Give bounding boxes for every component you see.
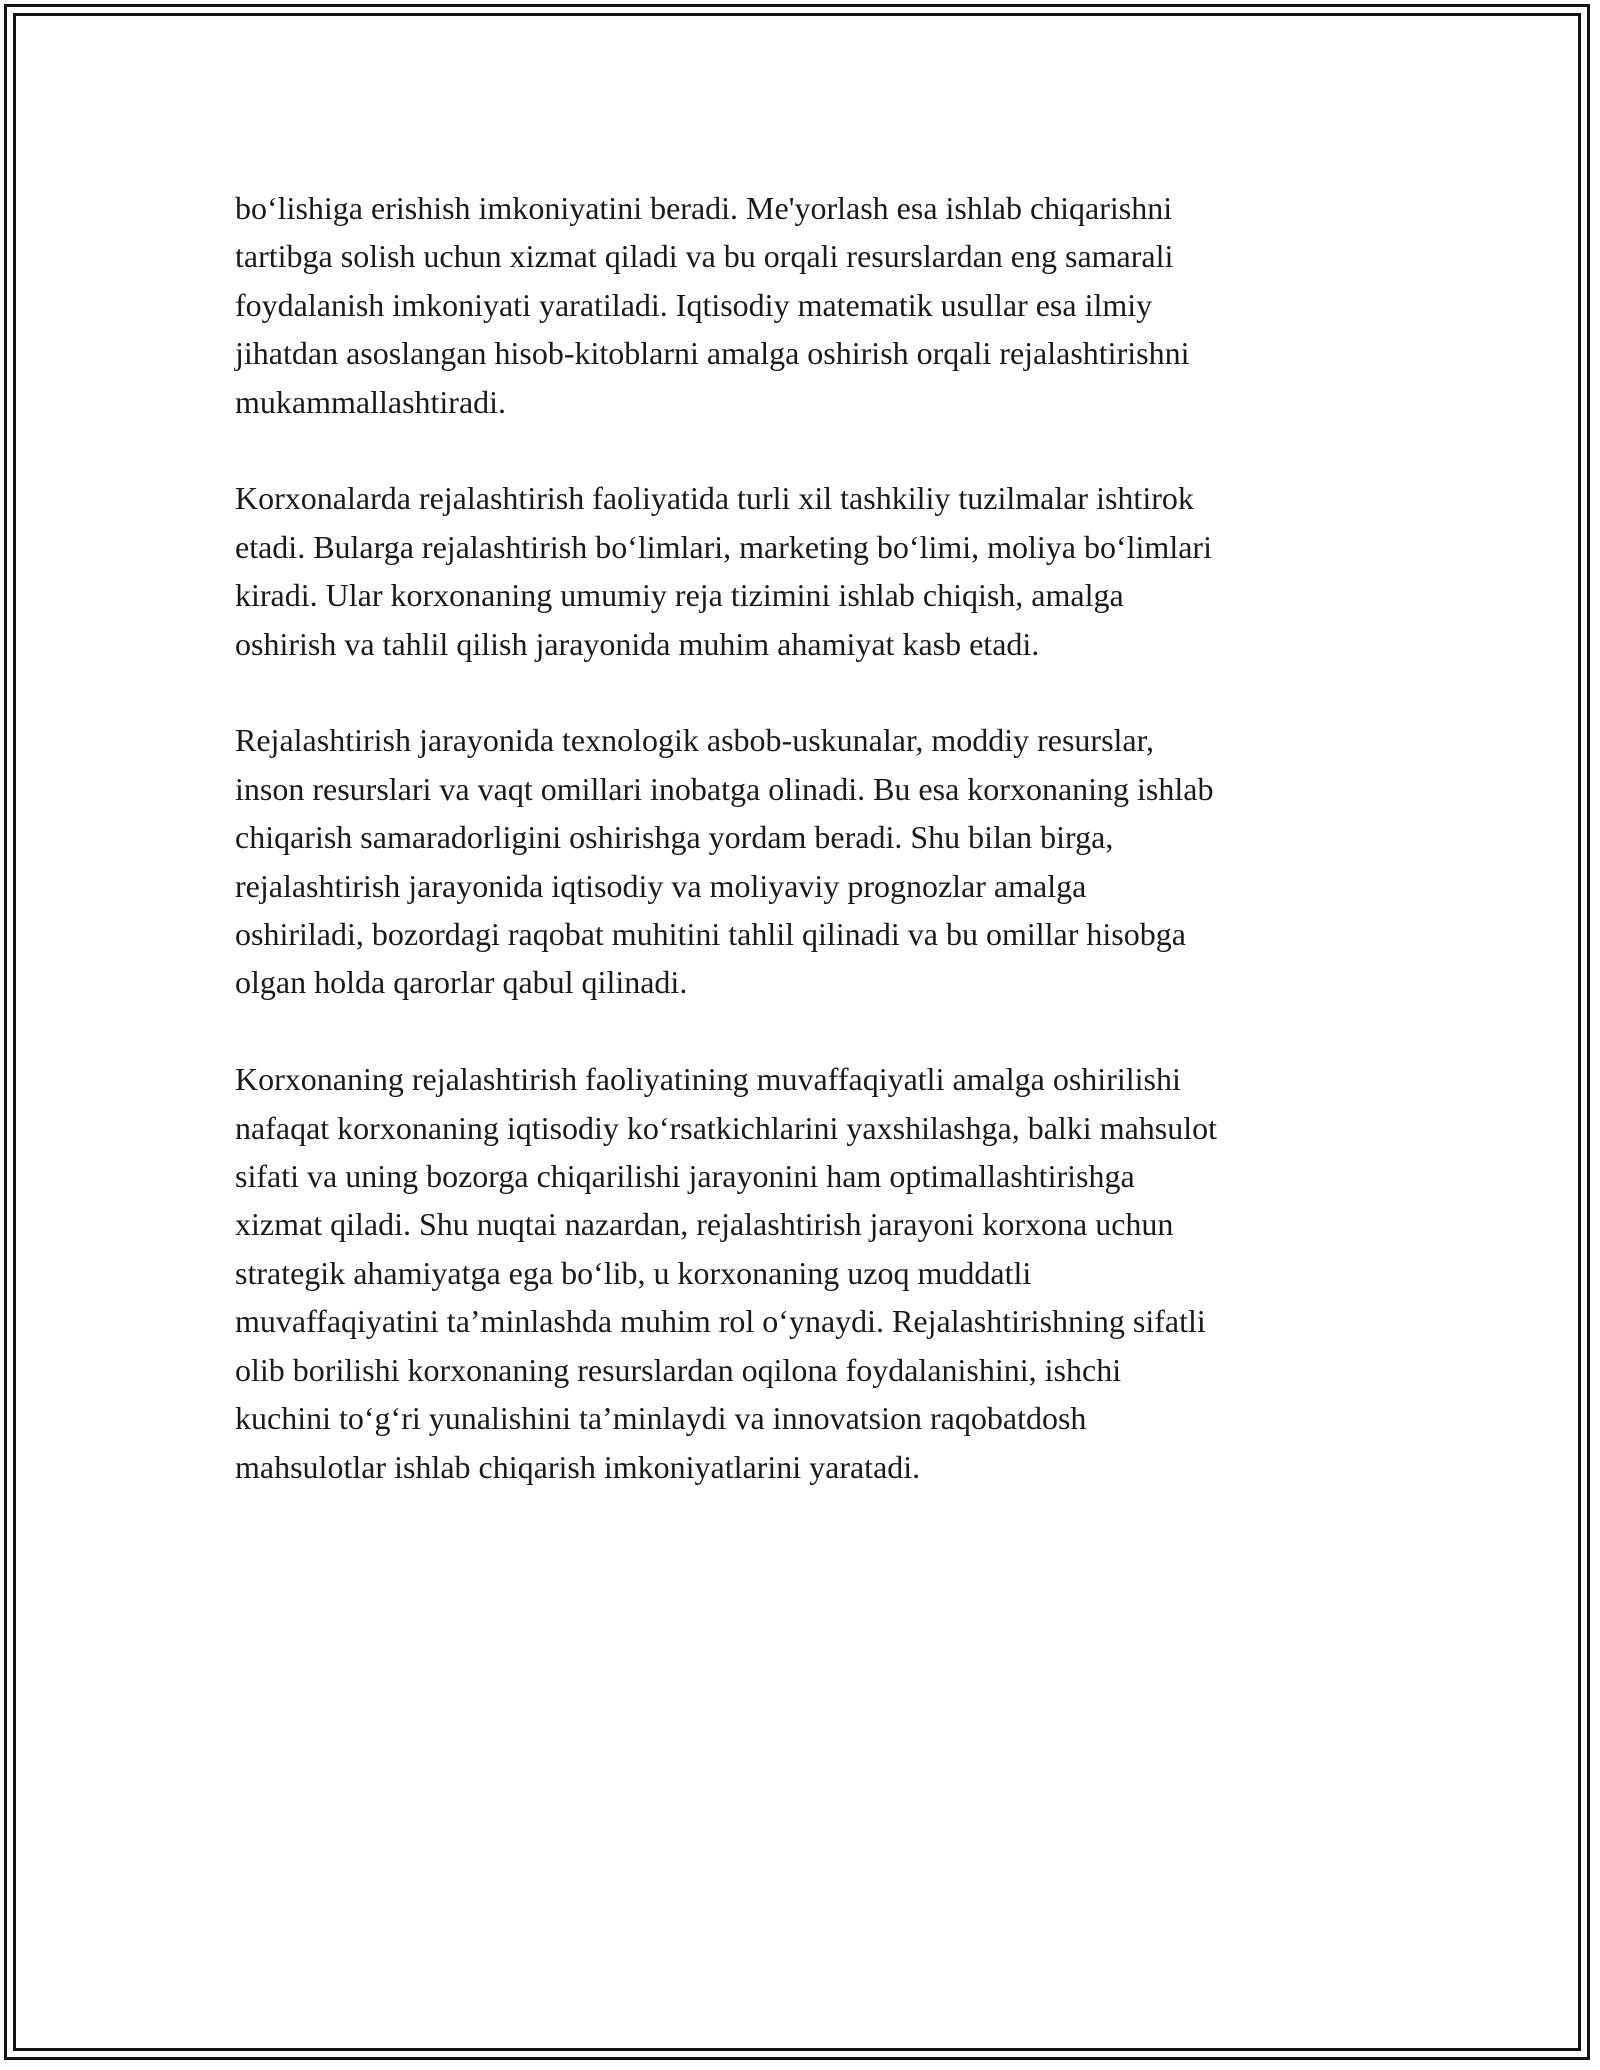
document-body xyxy=(235,184,1375,1539)
paragraph-2: Korxonalarda rejalashtirish faoliyatida turli xil tashkiliy tuzilmalar ishtirok etadi. Bularga rejalashtirish bo‘limlari, marketing bo‘limi, moliya bo‘limlari kiradi. Ular korxonaning umumiy reja tizimini ishlab chiqish, amalga oshirish va tahlil qilish jarayonida muhim ahamiyat kasb etadi. xyxy=(235,480,1212,662)
paragraph-4: Korxonaning rejalashtirish faoliyatining muvaffaqiyatli amalga oshirilishi nafaqat korxonaning iqtisodiy ko‘rsatkichlarini yaxshilashga, balki mahsulot sifati va uning bozorga chiqarilishi jarayonini ham optimallashtirishga xizmat qiladi. Shu nuqtai nazardan, rejalashtirish jarayoni korxona uchun strategik ahamiyatga ega bo‘lib, u korxonaning uzoq muddatli muvaffaqiyatini ta’minlashda muhim rol o‘ynaydi. Rejalashtirishning sifatli olib borilishi korxonaning resurslardan oqilona foydalanishini, ishchi kuchini to‘g‘ri yunalishini ta’minlaydi va innovatsion raqobatdosh mahsulotlar ishlab chiqarish imkoniyatlarini yaratadi. xyxy=(235,1061,1218,1485)
paragraph-3: Rejalashtirish jarayonida texnologik asbob-uskunalar, moddiy resurslar, inson resurslari va vaqt omillari inobatga olinadi. Bu esa korxonaning ishlab chiqarish samaradorligini oshirishga yordam beradi. Shu bilan birga, rejalashtirish jarayonida iqtisodiy va moliyaviy prognozlar amalga oshiriladi, bozordagi raqobat muhitini tahlil qilinadi va bu omillar hisobga olgan holda qarorlar qabul qilinadi. xyxy=(235,722,1214,1001)
paragraph-1: bo‘lishiga erishish imkoniyatini beradi. Me'yorlash esa ishlab chiqarishni tartibga solish uchun xizmat qiladi va bu orqali resurslardan eng samarali foydalanish imkoniyati yaratiladi. Iqtisodiy matematik usullar esa ilmiy jihatdan asoslangan hisob-kitoblarni amalga oshirish orqali rejalashtirishni mukammallashtiradi. xyxy=(235,190,1190,420)
